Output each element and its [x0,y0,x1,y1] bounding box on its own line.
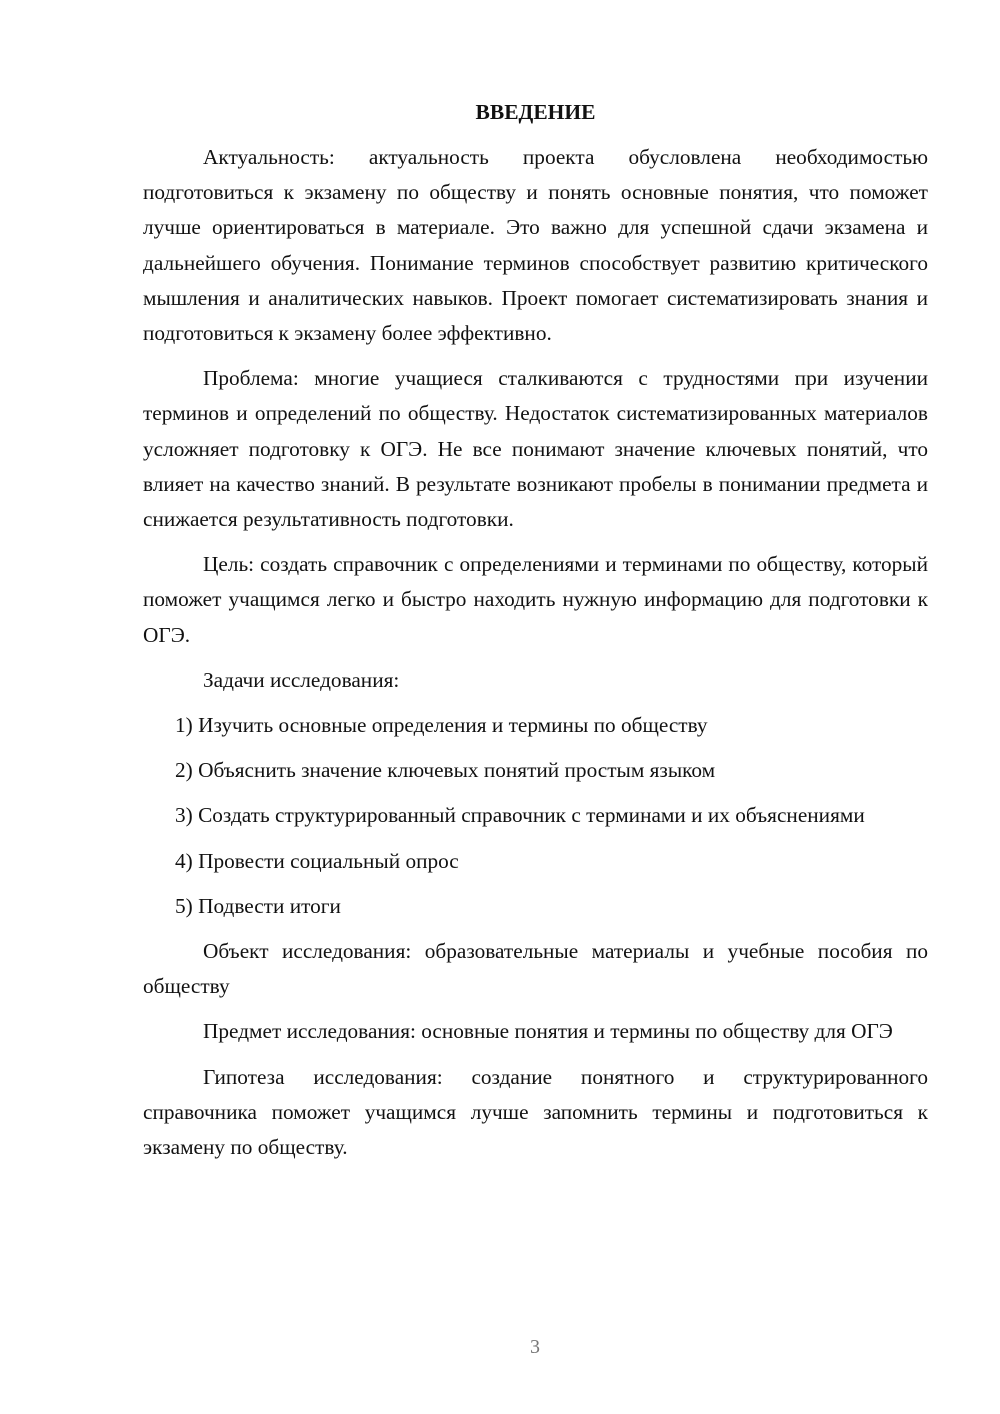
object-paragraph: Объект исследования: образовательные материалы и учебные пособия по обществу [143,939,928,999]
task-item: 1) Изучить основные определения и термины по обществу [175,713,708,738]
goal-paragraph: Цель: создать справочник с определениями и терминами по обществу, который поможет учащимся легко и быстро находить нужную информацию для подготовки к ОГЭ. [143,552,928,647]
subject-paragraph: Предмет исследования: основные понятия и термины по обществу для ОГЭ [203,1019,893,1044]
relevance-paragraph: Актуальность: актуальность проекта обусловлена необходимостью подготовиться к экзамену по обществу и понять основные понятия, что поможет лучше ориентироваться в материале. Это важно для успешной сдачи экзамена и дальнейшего обучения. Понимание терминов способствует развитию критического мышления и аналитических навыков. Проект помогает систематизировать знания и подготовиться к экзамену более эффективно. [143,145,928,346]
task-item: 3) Создать структурированный справочник с терминами и их объяснениями [175,803,865,828]
task-item: 5) Подвести итоги [175,893,341,918]
task-item: 4) Провести социальный опрос [175,848,459,873]
hypothesis-paragraph: Гипотеза исследования: создание понятного и структурированного справочника поможет учащимся лучше запомнить термины и подготовиться к экзамену по обществу. [143,1064,928,1160]
page-content [143,95,928,1175]
task-item: 2) Объяснить значение ключевых понятий простым языком [175,758,716,783]
page-number: 3 [530,1336,540,1358]
problem-paragraph: Проблема: многие учащиеся сталкиваются с трудностями при изучении терминов и определений по обществу. Недостаток систематизированных материалов усложняет подготовку к ОГЭ. Не все понимают значение ключевых понятий, что влияет на качество знаний. В результате возникают пробелы в понимании предмета и снижается результативность подготовки. [143,366,928,532]
tasks-heading: Задачи исследования: [203,667,400,692]
section-title: ВВЕДЕНИЕ [475,100,596,124]
